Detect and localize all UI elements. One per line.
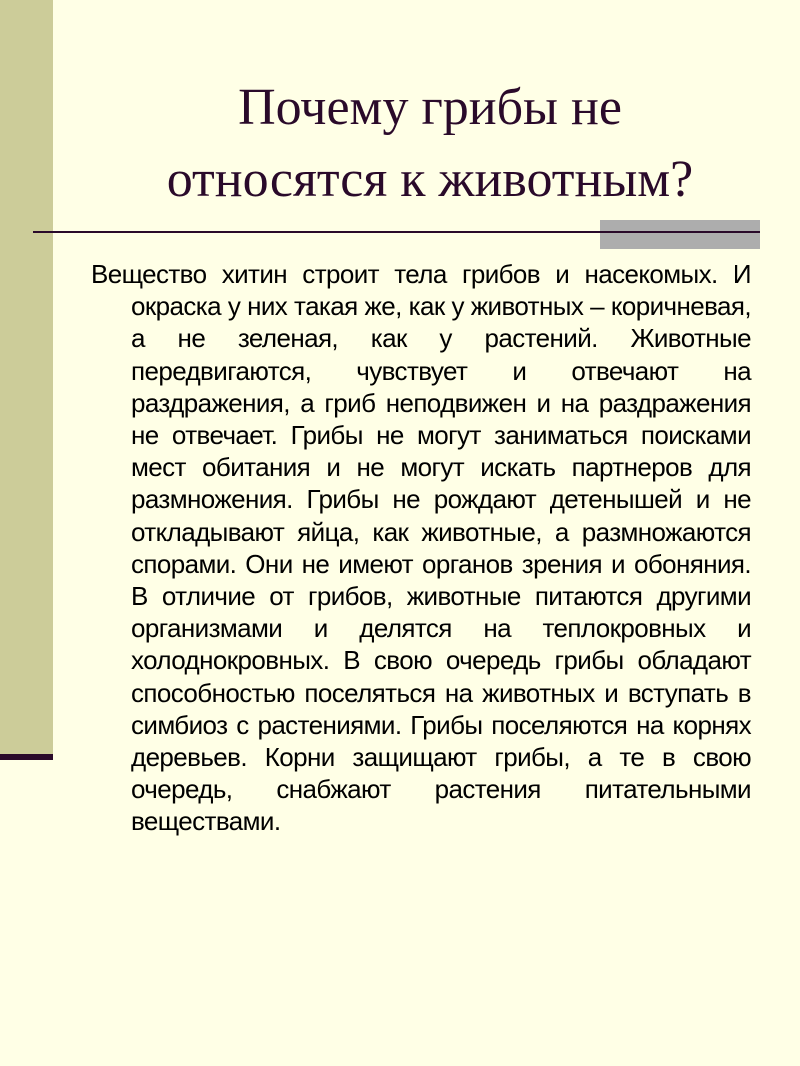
decorative-gray-block [600, 220, 760, 249]
slide-title-line-2: относятся к животным? [166, 151, 694, 208]
left-bar-bottom-stripe [0, 754, 53, 760]
title-divider-line [33, 231, 760, 233]
slide-body-text: Вещество хитин строит тела грибов и насекомых. И окраска у них такая же, как у животных – коричневая, а не зеленая, как у растений. Животные передвигаются, чувствует и отвечают на раздражения, а гриб неподвижен и на раздражения не отвечает. Грибы не могут заниматься поисками мест обитания и не могут искать партнеров для размножения. Грибы не рождают детенышей и не откладывают яйца, как животные, а размножаются спорами. Они не имеют органов зрения и обоняния. В отличие от грибов, животные питаются другими организмами и делятся на теплокровных и холоднокровных. В свою очередь грибы обладают способностью поселяться на животных и вступать в симбиоз с растениями. Грибы поселяются на корнях деревьев. Корни защищают грибы, а те в свою очередь, снабжают растения питательными веществами. [91, 259, 751, 837]
slide-title [60, 72, 800, 216]
left-decorative-bar [0, 0, 53, 755]
slide-title-line-1: Почему грибы не [238, 79, 622, 136]
